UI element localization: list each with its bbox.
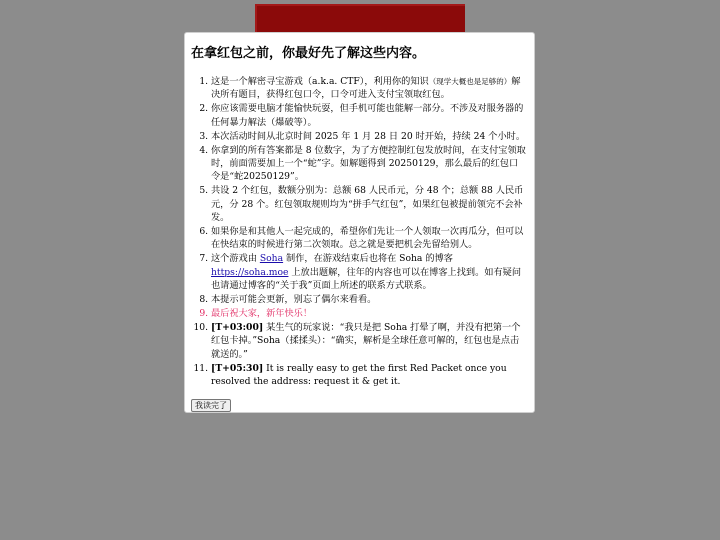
rule-item-8: 8. 本提示可能会更新，别忘了偶尔来看看。: [211, 293, 528, 306]
rule-1-text-a: 这是一个解密寻宝游戏（a.k.a. CTF），利用你的知识: [211, 76, 429, 87]
rule-item-5: 5. 共设 2 个红包，数额分别为：总额 68 人民币元，分 48 个；总额 88 人民币元，分 28 个。红包领取规则均为“拼手气红包”，如果红包被提前领完不会补发。: [211, 184, 528, 224]
rule-item-4: 4. 你拿到的所有答案都是 8 位数字，为了方便控制红包发放时间，在支付宝领取时，前面需要加上一个“蛇”字。如解题得到 20250129，那么最后的红包口令是“蛇20250129”。: [211, 144, 528, 184]
soha-link[interactable]: Soha: [259, 253, 284, 265]
update-text-2: It is really easy to get the first Red Packet once you resolved the address: request it & get it.: [211, 362, 507, 387]
dialog-title: 在拿红包之前，你最好先了解这些内容。: [191, 46, 426, 61]
rule-item-11: [211, 362, 528, 389]
rule-item-2: 2. 你应该需要电脑才能愉快玩耍，但手机可能也能解一部分。不涉及对服务器的任何暴力解法（爆破等）。: [211, 102, 528, 129]
blog-link[interactable]: https://soha.moe: [211, 266, 289, 278]
rule-7-text-b: 制作，在游戏结束后也将在 Soha 的博客: [283, 253, 453, 265]
update-tag-2: [T+05:30]: [211, 362, 264, 374]
update-tag-1: [T+03:00]: [211, 321, 264, 333]
notice-dialog: [184, 32, 535, 413]
rule-1-text-b: 解决所有题目，获得红包口令，口令可进入支付宝领取红包。: [211, 76, 521, 101]
rule-item-3: 3. 本次活动时间从北京时间 2025 年 1 月 28 日 20 时开始，持续 24 个小时。: [211, 130, 528, 143]
rule-item-9: 9. 最后祝大家，新年快乐！: [211, 307, 528, 320]
rule-7-text-a: 这个游戏由: [211, 253, 260, 265]
acknowledge-button[interactable]: 我读完了: [191, 399, 231, 412]
update-text-1: 某生气的玩家说：“我只是把 Soha 打晕了啊，并没有把第一个红包卡掉。”Soha（揉揉头）：“确实，解析是全球任意可解的，红包也是点击就送的。”: [211, 321, 521, 360]
rule-item-1: [211, 75, 528, 102]
rule-item-10: [211, 321, 528, 361]
rule-1-note: （现学大概也是足够的）: [428, 77, 512, 86]
rule-item-6: 6. 如果你是和其他人一起完成的，希望你们先让一个人领取一次再瓜分，但可以在快结束的时候进行第二次领取。总之就是要把机会先留给别人。: [211, 225, 528, 252]
rule-item-7: [211, 252, 528, 292]
rule-7-text-c: 上放出题解，往年的内容也可以在博客上找到。如有疑问也请通过博客的“关于我”页面上所述的联系方式联系。: [211, 266, 522, 292]
rules-list: [191, 75, 528, 388]
